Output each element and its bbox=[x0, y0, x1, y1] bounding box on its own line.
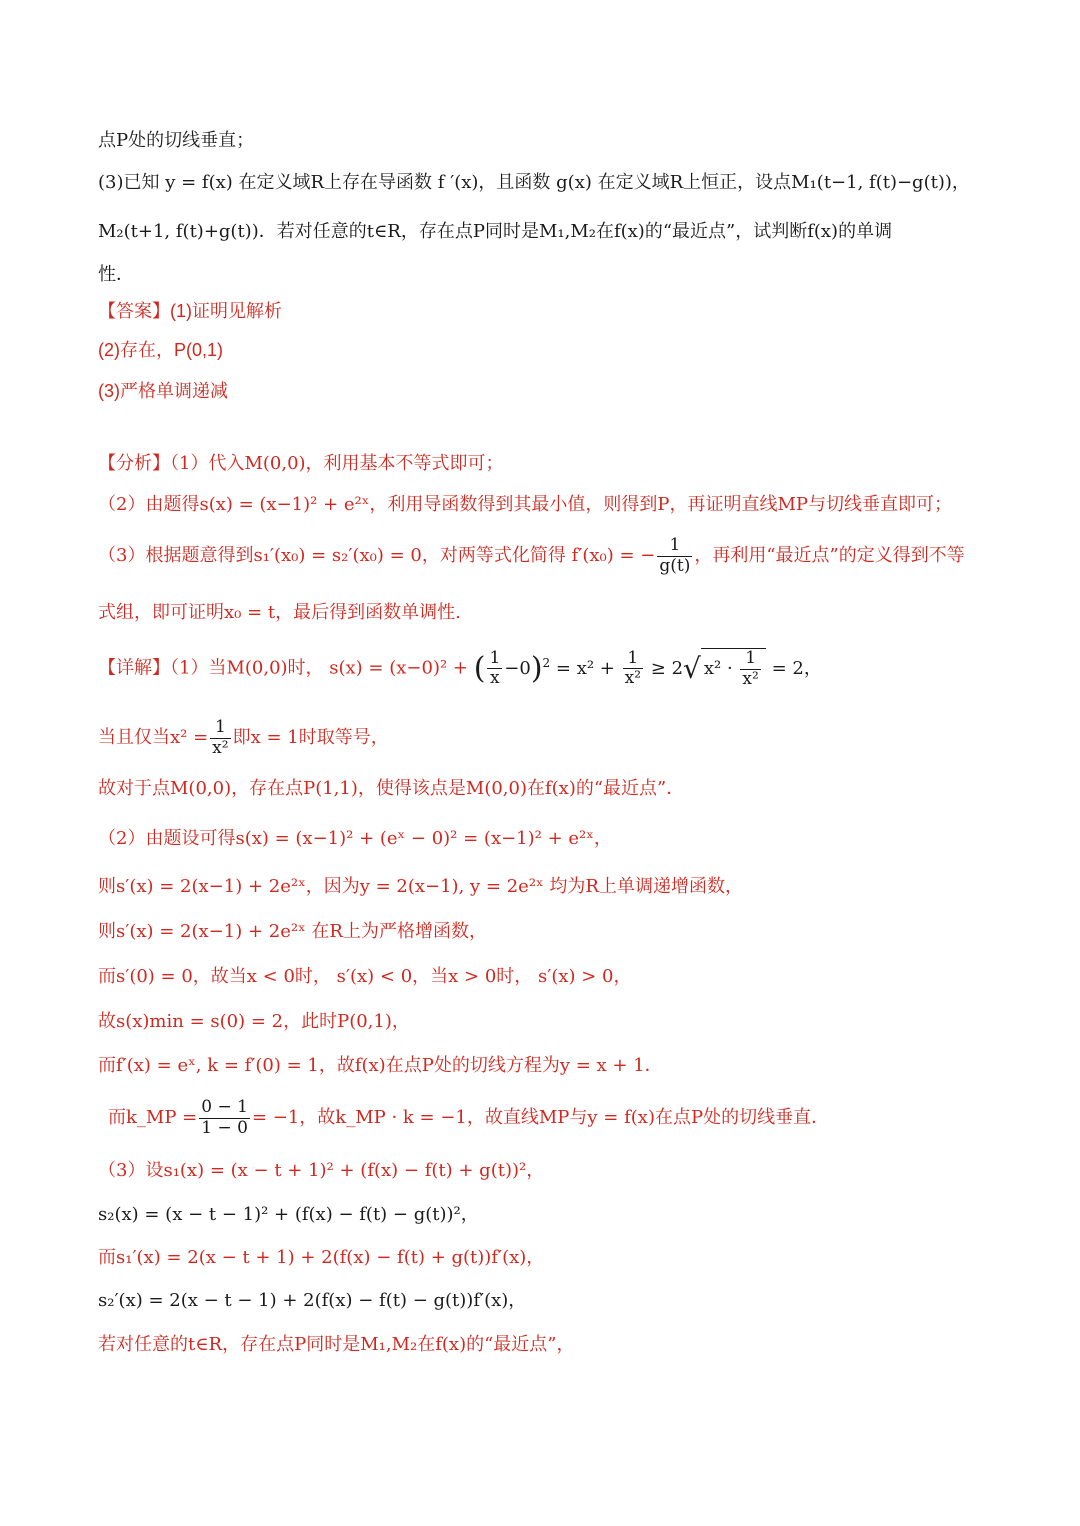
analysis-tag: 【分析】 bbox=[98, 453, 170, 474]
detail-line-10 bbox=[108, 1098, 829, 1138]
detail-line-11: （3）设s₁(x) = (x − t + 1)² + (f(x) − f(t) + g(t))²， bbox=[98, 1160, 545, 1181]
detail-line-13: 而s₁′(x) = 2(x − t + 1) + 2(f(x) − f(t) + g(t))f′(x)， bbox=[98, 1247, 545, 1268]
analysis-line-4: 式组，即可证明x₀ = t，最后得到函数单调性. bbox=[98, 602, 461, 623]
analysis-p3-end: ，再利用“最近点”的定义得到不等 bbox=[694, 545, 965, 567]
answer-part-1 bbox=[98, 301, 282, 323]
detail-line-4: （2）由题设可得s(x) = (x−1)² + (eˣ − 0)² = (x−1)² + e²ˣ， bbox=[98, 828, 612, 849]
detail-line-2 bbox=[98, 718, 389, 758]
fraction-numerator: 1 bbox=[489, 647, 501, 668]
detail-line-6: 则s′(x) = 2(x−1) + 2e²ˣ 在R上为严格增函数， bbox=[98, 921, 487, 942]
detail-d1-minus-zero: −0 bbox=[504, 657, 531, 679]
analysis-line-1 bbox=[98, 453, 504, 475]
analysis-fraction bbox=[657, 536, 692, 576]
detail-line-7: 而s′(0) = 0，故当x < 0时， s′(x) < 0，当x > 0时， s′(x) > 0， bbox=[98, 966, 632, 987]
detail-line-15: 若对任意的t∈R，存在点P同时是M₁,M₂在f(x)的“最近点”， bbox=[98, 1334, 575, 1355]
answer-part-3: (3)严格单调递减 bbox=[98, 381, 228, 401]
answer-part-2: (2)存在，P(0,1) bbox=[98, 340, 224, 360]
detail-d10-start: 而k_MP = bbox=[108, 1107, 198, 1129]
problem-line-2: (3)已知 y = f(x) 在定义域R上存在导函数 f ′(x)，且函数 g(x) 在定义域R上恒正，设点M₁(t−1, f(t)−g(t))， bbox=[98, 172, 970, 193]
detail-line-12: s₂(x) = (x − t − 1)² + (f(x) − f(t) − g(t))²， bbox=[98, 1204, 479, 1225]
analysis-p1: （1）代入M(0,0)，利用基本不等式即可； bbox=[170, 453, 504, 474]
detail-d1-eq: = x² + bbox=[555, 657, 615, 679]
fraction-denominator: g(t) bbox=[659, 555, 691, 576]
detail-line-1: 【详解】（1）当M(0,0)时， s(x) = (x−0)² + ( $\frac{1}{x}$ −0)$^2$ = x² + $\frac{1}{\text{x²}}$ ≥ 2√ x² · $\frac{1}{\text{x²}}$ = 2， bbox=[98, 647, 822, 689]
detail-line-3: 故对于点M(0,0)，存在点P(1,1)，使得该点是M(0,0)在f(x)的“最近点”． bbox=[98, 778, 685, 799]
detail-d1-fraction bbox=[487, 649, 502, 689]
detail-d1-start: （1）当M(0,0)时， s(x) = (x−0)² + bbox=[170, 657, 468, 679]
problem-line-1: 点P处的切线垂直； bbox=[98, 130, 255, 151]
fraction-numerator: 0 − 1 bbox=[201, 1097, 248, 1117]
detail-line-5: 则s′(x) = 2(x−1) + 2e²ˣ，因为y = 2(x−1), y = 2e²ˣ 均为R上单调递增函数， bbox=[98, 876, 743, 897]
detail-line-8: 故s(x)min = s(0) = 2，此时P(0,1)， bbox=[98, 1011, 410, 1032]
analysis-line-2: （2）由题得s(x) = (x−1)² + e²ˣ，利用导函数得到其最小值，则得到P，再证明直线MP与切线垂直即可； bbox=[98, 494, 953, 515]
detail-line-9: 而f′(x) = eˣ, k = f′(0) = 1，故f(x)在点P处的切线方程为y = x + 1． bbox=[98, 1055, 663, 1076]
detail-d1-geq: ≥ 2 bbox=[650, 657, 684, 679]
detail-d10-end: = −1，故k_MP · k = −1，故直线MP与y = f(x)在点P处的切线垂直． bbox=[251, 1107, 830, 1129]
problem-line-3: M₂(t+1, f(t)+g(t))．若对任意的t∈R，存在点P同时是M₁,M₂在f(x)的“最近点”，试判断f(x)的单调 bbox=[98, 221, 893, 242]
fraction-numerator: 1 bbox=[657, 536, 692, 557]
detail-d2-start: 当且仅当x² = bbox=[98, 727, 209, 749]
detail-d1-result: = 2， bbox=[771, 657, 822, 679]
detail-d2-end: 即x = 1时取等号， bbox=[232, 727, 389, 749]
analysis-line-3 bbox=[98, 536, 965, 576]
detail-d10-fraction bbox=[199, 1098, 250, 1138]
answer-1-text: (1)证明见解析 bbox=[170, 301, 282, 321]
fraction-denominator: 1 − 0 bbox=[201, 1117, 248, 1138]
detail-d1-fraction-2: $\frac{1}{\text{x²}}$ bbox=[624, 647, 642, 689]
answer-tag: 【答案】 bbox=[98, 301, 170, 322]
detail-line-14: s₂′(x) = 2(x − t − 1) + 2(f(x) − f(t) − g(t))f′(x)， bbox=[98, 1290, 527, 1311]
fraction-denominator: x bbox=[490, 668, 500, 689]
detail-tag: 【详解】 bbox=[98, 657, 170, 679]
detail-d2-fraction: $\frac{1}{\text{x²}}$ bbox=[212, 717, 229, 758]
analysis-p3-start: （3）根据题意得到s₁′(x₀) = s₂′(x₀) = 0，对两等式化简得 f′(x₀) = − bbox=[98, 545, 656, 567]
problem-line-4: 性． bbox=[98, 264, 134, 285]
